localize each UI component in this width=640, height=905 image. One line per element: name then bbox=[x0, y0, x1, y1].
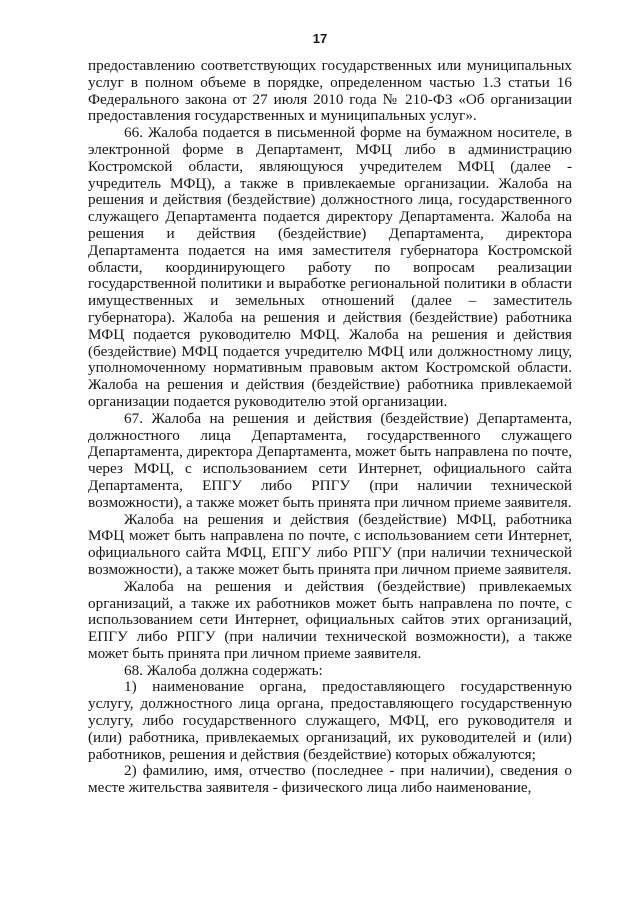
paragraph-67-organizations: Жалоба на решения и действия (бездействие) привлекаемых организаций, а также их работников может быть направлена по почте, с использованием сети Интернет, официальных сайтов этих организаций, ЕПГУ либо РПГУ (при наличии технической возможности), а также может быть принята при личном приеме заявителя. bbox=[88, 577, 572, 662]
paragraph-68-item-2: 2) фамилию, имя, отчество (последнее - при наличии), сведения о месте жительства заявителя - физического лица либо наименование, bbox=[88, 762, 572, 797]
paragraph-68-item-1: 1) наименование органа, предоставляющего государственную услугу, должностного лица органа, предоставляющего государственную услугу, либо государственного служащего, МФЦ, его руководителя и (или) работника, привлекаемых организаций, их руководителей и (или) работников, решения и действия (бездействие) которых обжалуются; bbox=[88, 678, 572, 763]
paragraph-68: 68. Жалоба должна содержать: bbox=[124, 661, 323, 679]
paragraph-67-mfc: Жалоба на решения и действия (бездействие) МФЦ, работника МФЦ может быть направлена по почте, с использованием сети Интернет, официального сайта МФЦ, ЕПГУ либо РПГУ (при наличии технической возможности), а также может быть принята при личном приеме заявителя. bbox=[88, 510, 572, 578]
paragraph-66: 66. Жалоба подается в письменной форме на бумажном носителе, в электронной форме в Департамент, МФЦ либо в администрацию Костромской области, являющуюся учредителем МФЦ (далее - учредитель МФЦ), а также в привлекаемые организации. Жалоба на решения и действия (бездействие) должностного лица, государственного служащего Департамента подается директору Департамента. Жалоба на решения и действия (бездействие) Департамента, директора Департамента подается на имя заместителя губернатора Костромской области, координирующего работу по вопросам реализации государственной политики и выработке региональной политики в области имущественных и земельных отношений (далее – заместитель губернатора). Жалоба на решения и действия (бездействие) работника МФЦ подается руководителю МФЦ. Жалоба на решения и действия (бездействие) МФЦ подается учредителю МФЦ или должностному лицу, уполномоченному нормативным правовым актом Костромской области. Жалоба на решения и действия (бездействие) работника привлекаемой организации подается руководителю этой организации. bbox=[88, 124, 572, 410]
paragraph-continuation: предоставлению соответствующих государственных или муниципальных услуг в полном объеме в порядке, определенном частью 1.3 статьи 16 Федерального закона от 27 июля 2010 года № 210-ФЗ «Об организации предоставления государственных и муниципальных услуг». bbox=[88, 57, 572, 125]
document-body bbox=[88, 58, 572, 797]
page-number: 17 bbox=[312, 31, 328, 46]
paragraph-67: 67. Жалоба на решения и действия (бездействие) Департамента, должностного лица Департамента, государственного служащего Департамента, директора Департамента, может быть направлена по почте, через МФЦ, с использованием сети Интернет, официального сайта Департамента, ЕПГУ либо РПГУ (при наличии технической возможности), а также может быть принята при личном приеме заявителя. bbox=[88, 409, 572, 511]
